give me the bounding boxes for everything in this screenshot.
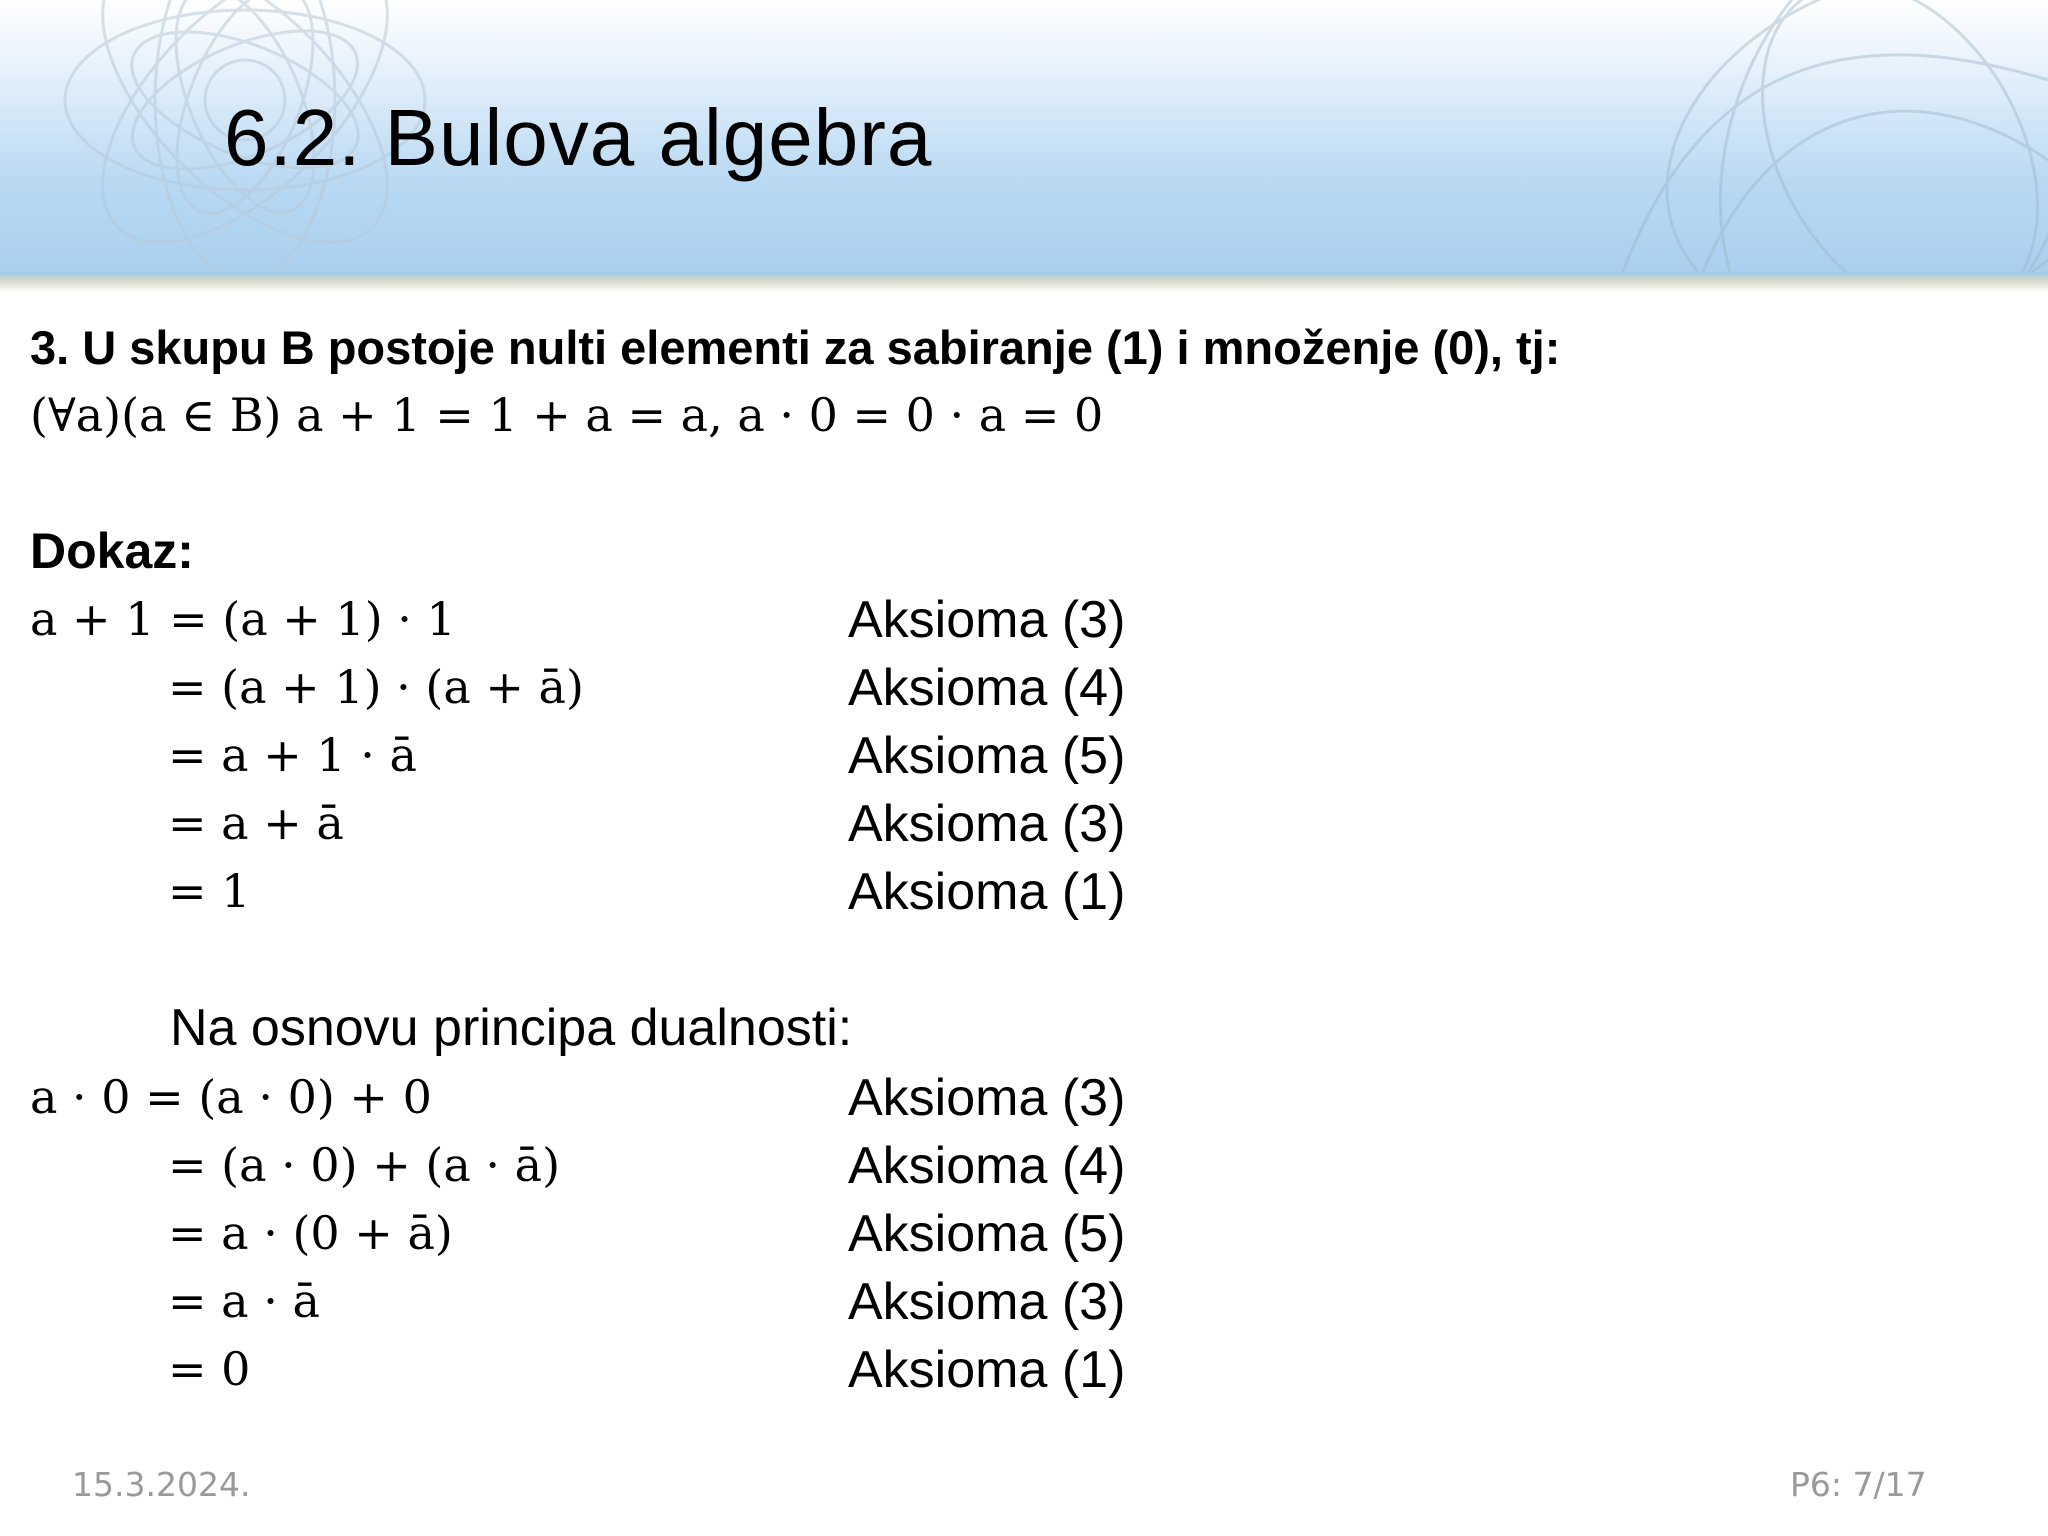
footer-date: 15.3.2024.	[72, 1465, 251, 1504]
proof-sum-reason-1: Aksioma (3)	[848, 591, 1126, 649]
proof-sum-reason-4: Aksioma (3)	[848, 795, 1126, 853]
proof-sum-reason-2: Aksioma (4)	[848, 659, 1126, 717]
proof-sum-line-1: a + 1 = (a + 1) · 1	[30, 592, 456, 646]
theorem-formula: (∀a)(a ∈ B) a + 1 = 1 + a = a, a · 0 = 0 · a = 0	[30, 388, 1104, 442]
slide-title: 6.2. Bulova algebra	[224, 93, 933, 182]
proof-sum-line-4: = a + ā	[168, 796, 344, 850]
proof-sum-reason-3: Aksioma (5)	[848, 727, 1126, 785]
proof-sum-line-3: = a + 1 · ā	[168, 728, 417, 782]
proof-product-reason-4: Aksioma (3)	[848, 1273, 1126, 1331]
proof-product-reason-3: Aksioma (5)	[848, 1205, 1126, 1263]
proof-sum-line-2: = (a + 1) · (a + ā)	[168, 660, 584, 714]
proof-product-line-2: = (a · 0) + (a · ā)	[168, 1138, 561, 1192]
duality-text: Na osnovu principa dualnosti:	[170, 999, 853, 1057]
proof-product-reason-5: Aksioma (1)	[848, 1341, 1126, 1399]
proof-product-line-1: a · 0 = (a · 0) + 0	[30, 1070, 432, 1124]
proof-product-line-5: = 0	[168, 1342, 251, 1396]
theorem-statement: 3. U skupu B postoje nulti elementi za sabiranje (1) i množenje (0), tj:	[30, 321, 1561, 374]
proof-product-line-4: = a · ā	[168, 1274, 320, 1328]
proof-product-reason-2: Aksioma (4)	[848, 1137, 1126, 1195]
proof-sum-line-5: = 1	[168, 864, 251, 918]
proof-sum-reason-5: Aksioma (1)	[848, 863, 1126, 921]
footer-page-number: P6: 7/17	[1790, 1465, 1927, 1504]
proof-label: Dokaz:	[30, 523, 194, 579]
proof-product-line-3: = a · (0 + ā)	[168, 1206, 453, 1260]
proof-product-reason-1: Aksioma (3)	[848, 1069, 1126, 1127]
